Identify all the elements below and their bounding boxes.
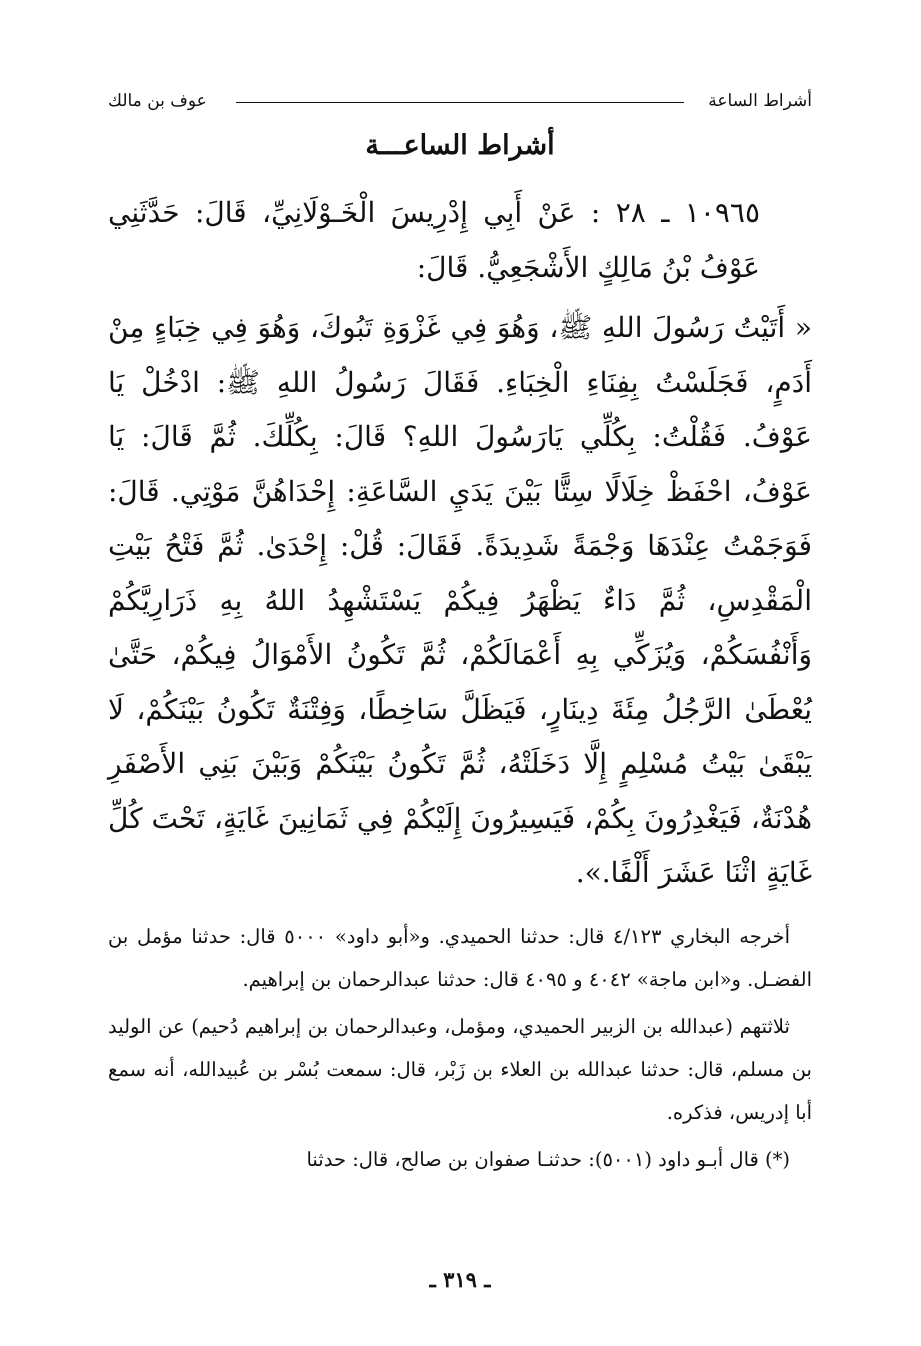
footnotes [108, 915, 812, 1181]
footnote-paragraph: (*) قال أبـو داود (٥٠٠١): حدثنـا صفوان بن صالح، قال: حدثنا [306, 1147, 790, 1171]
hadith-matn: « أَتَيْتُ رَسُولَ اللهِ ﷺ، وَهُوَ فِي غَزْوَةِ تَبُوكَ، وَهُوَ فِي خِبَاءٍ مِنْ أَدَمٍ، فَجَلَسْتُ بِفِنَاءِ الْخِبَاءِ. فَقَالَ رَسُولُ اللهِ ﷺ: ادْخُلْ يَا عَوْفُ. فَقُلْتُ: بِكُلِّي يَارَسُولَ اللهِ؟ قَالَ: بِكُلِّكَ. ثُمَّ قَالَ: يَا عَوْفُ، احْفَظْ خِلَالًا سِتًّا بَيْنَ يَدَيِ السَّاعَةِ: إِحْدَاهُنَّ مَوْتِي. قَالَ: فَوَجَمْتُ عِنْدَهَا وَجْمَةً شَدِيدَةً. فَقَالَ: قُلْ: إِحْدَىٰ. ثُمَّ فَتْحُ بَيْتِ الْمَقْدِسِ، ثُمَّ دَاءٌ يَظْهَرُ فِيكُمْ يَسْتَشْهِدُ اللهُ بِهِ ذَرَارِيَّكُمْ وَأَنْفُسَكُمْ، وَيُزَكِّي بِهِ أَعْمَالَكُمْ، ثُمَّ تَكُونُ الأَمْوَالُ فِيكُمْ، حَتَّىٰ يُعْطَىٰ الرَّجُلُ مِئَةَ دِينَارٍ، فَيَظَلَّ سَاخِطًا، وَفِتْنَةٌ تَكُونُ بَيْنَكُمْ، لَا يَبْقَىٰ بَيْتُ مُسْلِمٍ إِلَّا دَخَلَتْهُ، ثُمَّ تَكُونُ بَيْنَكُمْ وَبَيْنَ بَنِي الأَصْفَرِ هُدْنَةٌ، فَيَغْدِرُونَ بِكُمْ، فَيَسِيرُونَ إِلَيْكُمْ فِي ثَمَانِينَ غَايَةٍ، تَحْتَ كُلِّ غَايَةٍ اثْنَا عَشَرَ أَلْفًا.». [108, 311, 812, 889]
running-head-companion-name: عوف بن مالك [108, 91, 207, 111]
hadith-isnad: ١٠٩٦٥ ـ ٢٨ : عَنْ أَبِي إِدْرِيسَ الْخَـوْلَانِيِّ، قَالَ: حَدَّثَنِي عَوْفُ بْنُ مَالِكٍ الأَشْجَعِيُّ. قَالَ: [108, 196, 760, 284]
page-number: ـ ٣١٩ ـ [429, 1267, 491, 1292]
chapter-title: أشراط الساعـــة [365, 130, 555, 161]
footnote-paragraph: ثلاثتهم (عبدالله بن الزبير الحميدي، ومؤمل، وعبدالرحمان بن إبراهيم دُحيم) عن الوليد بن مسلم، قال: حدثنا عبدالله بن العلاء بن زَبْر، قال: سمعت بُسْر بن عُبيدالله، أنه سمع أبا إدريس، فذكره. [108, 1014, 812, 1124]
book-page [108, 84, 812, 1314]
running-head-rule [236, 102, 684, 103]
running-head [108, 84, 812, 118]
running-head-book-title: أشراط الساعة [708, 91, 812, 111]
hadith-text [108, 186, 812, 901]
footnote-paragraph: أخرجه البخاري ٤/١٢٣ قال: حدثنا الحميدي. و«أبو داود» ٥٠٠٠ قال: حدثنا مؤمل بن الفضـل. و«ابن ماجة» ٤٠٤٢ و ٤٠٩٥ قال: حدثنا عبدالرحمان بن إبراهيم. [108, 924, 812, 991]
